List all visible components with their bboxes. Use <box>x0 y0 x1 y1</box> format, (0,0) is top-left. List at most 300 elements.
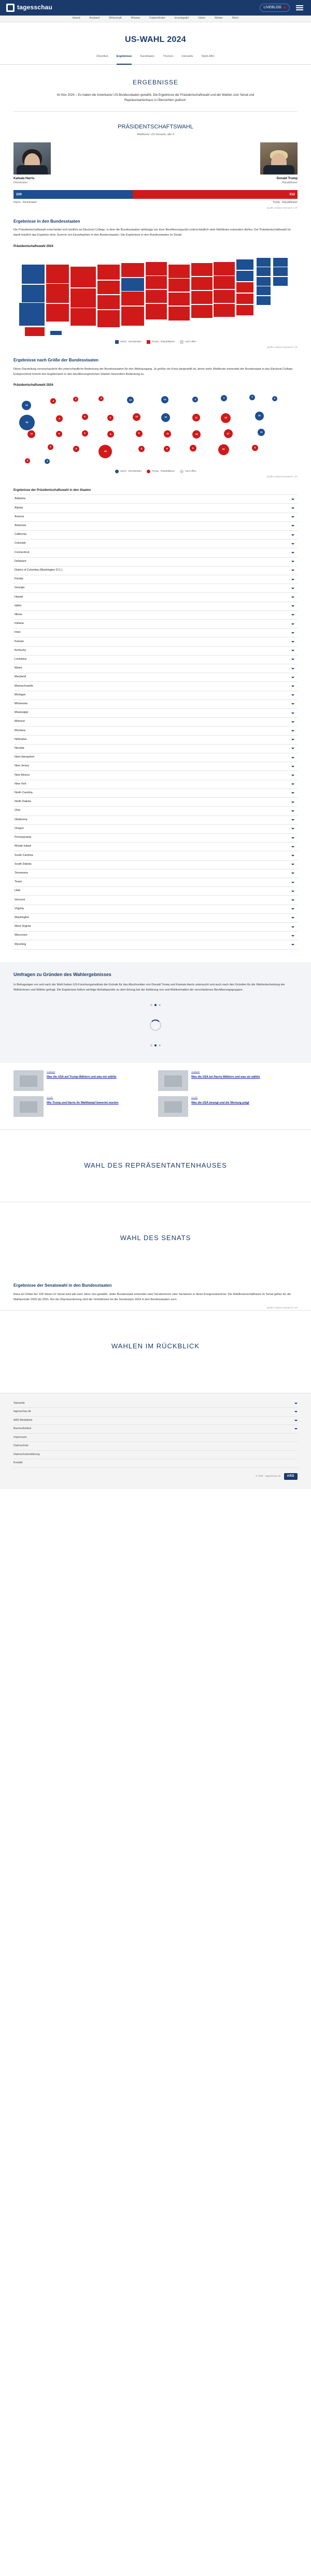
chevron-down-icon <box>291 775 294 776</box>
footer-link-label-3: Barrierefreiheit <box>13 1427 32 1431</box>
state-name: Vermont <box>15 898 25 901</box>
chevron-down-icon <box>291 730 294 732</box>
chevron-down-icon <box>294 1420 298 1421</box>
state-row[interactable] <box>13 914 298 923</box>
carousel-dot-b3[interactable] <box>159 1044 161 1046</box>
chevron-down-icon <box>291 828 294 829</box>
subnav-item-6[interactable]: Video <box>198 17 206 20</box>
state-name: California <box>15 533 26 536</box>
chevron-down-icon <box>291 891 294 892</box>
chevron-down-icon <box>291 641 294 643</box>
footer-link-label-1: tagesschau.de <box>13 1410 31 1414</box>
footer-meta-label-2: Datenschutzerklärung <box>13 1452 40 1456</box>
sub-navigation <box>0 16 311 22</box>
state-name: Rhode Island <box>15 845 31 848</box>
footer-meta-label-1: Datenschutz <box>13 1444 29 1448</box>
state-name: New York <box>15 782 26 785</box>
brand-logo[interactable] <box>6 3 52 12</box>
state-row[interactable] <box>13 878 298 887</box>
carousel-dot-3[interactable] <box>159 1004 161 1006</box>
state-row[interactable] <box>13 726 298 735</box>
state-row[interactable] <box>13 736 298 745</box>
teaser-title-2 <box>47 1096 119 1117</box>
state-row[interactable] <box>13 798 298 807</box>
bubble-section-paragraph: Diese Darstellung veranschaulicht die unterschiedliche Bedeutung der Bundesstaaten für den Wahlausgang. Je größer ein Kreis dargestellt ist, desto mehr Wahlleute entsendet der Bundesstaat in das Electoral College. Entsprechend kommt den Ergebnissen in den bevölkerungsreichen Staaten besondere Bedeutung zu. <box>13 367 293 376</box>
candidate-trump <box>156 142 298 185</box>
state-name: Iowa <box>15 631 21 634</box>
state-name: Nebraska <box>15 737 27 741</box>
trump-name: Donald Trump <box>276 177 298 180</box>
state-name: Illinois <box>15 613 22 617</box>
teaser-kicker-1: Analyse <box>191 1070 200 1073</box>
chevron-down-icon <box>291 596 294 598</box>
map-title: Präsidentschaftswahl 2024 <box>13 244 53 248</box>
state-row[interactable] <box>13 789 298 798</box>
tab-ergebnisse[interactable]: Ergebnisse <box>117 55 132 61</box>
teaser-grid <box>0 1063 311 1129</box>
chevron-down-icon <box>291 534 294 536</box>
teaser-thumbnail <box>158 1096 188 1117</box>
trump-party: Republikaner <box>282 181 298 184</box>
legend-label-harris: Harris · Demokraten <box>120 340 142 343</box>
survey-paragraph: In Befragungen vor und nach der Wahl haben US-Forschungsinstitute die Gründe für das Abschneiden von Donald Trump und Kamala Harris untersucht und auch nach den Gründen für die Wahlentscheidung der Wählerinnen und Wähler gefragt. Die Ergebnisse liefern wichtige Anhaltspunkte zu dem Einzug bei der Erklärung von und Wahlverhalten der verschiedenen Bevölkerungsgruppen. <box>13 983 285 992</box>
state-name: Oregon <box>15 826 24 830</box>
harris-name: Kamala Harris <box>13 177 35 180</box>
legend-item-open <box>180 340 196 344</box>
subnav-sep: · <box>209 17 210 20</box>
state-name: Colorado <box>15 542 26 545</box>
state-row[interactable] <box>13 593 298 602</box>
divider <box>13 111 298 112</box>
teaser-title-0 <box>47 1070 117 1091</box>
tagesschau-logo-icon <box>6 4 15 12</box>
state-row[interactable] <box>13 682 298 691</box>
footer-link-0[interactable] <box>13 1400 298 1408</box>
page-title: US-WAHL 2024 <box>124 35 186 44</box>
state-name: South Carolina <box>15 853 33 857</box>
chevron-down-icon <box>291 802 294 803</box>
state-name: District of Columbia (Washington D.C.) <box>15 569 63 572</box>
teaser-card-3[interactable] <box>158 1096 298 1117</box>
trump-portrait-image <box>260 142 298 174</box>
state-row[interactable] <box>13 548 298 557</box>
chevron-down-icon <box>291 864 294 865</box>
chevron-down-icon <box>291 703 294 705</box>
chevron-down-icon <box>291 926 294 928</box>
bubble-map-legend <box>13 470 298 473</box>
state-row[interactable] <box>13 691 298 700</box>
subnav-sep: · <box>104 17 105 20</box>
state-map-section <box>0 219 311 349</box>
footer-meta-label-3: Kontakt <box>13 1461 23 1465</box>
state-name: Mississippi <box>15 711 29 715</box>
chevron-down-icon <box>291 846 294 848</box>
state-row[interactable] <box>13 753 298 762</box>
carousel-dot-b1[interactable] <box>150 1044 152 1046</box>
liveblog-badge[interactable] <box>260 4 290 12</box>
state-name: Idaho <box>15 604 22 607</box>
subnav-sep: · <box>193 17 194 20</box>
bubble-legend-trump <box>147 470 175 473</box>
subnav-item-0[interactable]: Inland <box>72 17 80 20</box>
state-name: Massachusetts <box>15 684 33 688</box>
state-row[interactable] <box>13 807 298 816</box>
senate-states-section <box>0 1283 311 1310</box>
state-row[interactable] <box>13 575 298 584</box>
footer-meta-3[interactable] <box>13 1459 298 1468</box>
hamburger-icon[interactable] <box>294 4 305 12</box>
state-row[interactable] <box>13 896 298 905</box>
house-banner: WAHL DES REPRÄSENTANTENHAUSES <box>0 1129 311 1202</box>
map-legend <box>13 340 298 344</box>
results-intro: Im Nov 2024 – Es haben die Amerikaner US-Bundesstaaten gewählt. Die Ergebnisse der Präsidentschaftswahl und der Wahlen zum Senat und Repräsentantenhaus in Übersichten grafisch. <box>56 93 255 102</box>
chevron-down-icon <box>291 543 294 545</box>
state-name: Tennessee <box>15 871 29 875</box>
footer-link-2[interactable] <box>13 1417 298 1425</box>
survey-section <box>0 962 311 1064</box>
ard-logo: ARD <box>284 1473 298 1480</box>
state-name: Maine <box>15 666 22 670</box>
chevron-down-icon <box>291 632 294 634</box>
chevron-down-icon <box>291 659 294 660</box>
state-row[interactable] <box>13 602 298 611</box>
chevron-down-icon <box>291 579 294 580</box>
teaser-thumbnail <box>13 1070 44 1091</box>
subnav-item-7[interactable]: Wetter <box>214 17 223 20</box>
teaser-card-2[interactable] <box>13 1096 153 1117</box>
chevron-down-icon <box>291 837 294 839</box>
bubble-legend-label-open: noch offen <box>185 470 196 473</box>
candidate-harris <box>13 142 156 185</box>
bubble-map-section <box>0 357 311 478</box>
states-list-title: Ergebnisse der Präsidentschaftswahl in den Staaten <box>13 488 91 492</box>
subnav-sep: · <box>84 17 86 20</box>
state-row[interactable] <box>13 923 298 932</box>
results-source: Quelle: Edison Research / AP <box>266 207 298 210</box>
state-row[interactable] <box>13 771 298 780</box>
state-name: Minnesota <box>15 702 27 706</box>
state-row[interactable] <box>13 495 298 504</box>
state-name: New Jersey <box>15 764 30 768</box>
state-row[interactable] <box>13 709 298 718</box>
us-bubble-map[interactable]: 12 4 3 3 10 10 4 4 3 3 54 6 5 6 10 15 11 19 15 11 6 6 8 8 11 16 17 11 4 6 40 8 6 9 30 6 3 4 <box>13 390 298 468</box>
state-row[interactable] <box>13 887 298 896</box>
copyright-text: © ARD · tagesschau.de <box>256 1474 281 1477</box>
state-row[interactable] <box>13 700 298 709</box>
chevron-down-icon <box>291 677 294 678</box>
chevron-down-icon <box>291 944 294 945</box>
us-choropleth-map[interactable] <box>13 251 298 338</box>
liveblog-label: LIVEBLOG <box>263 5 281 9</box>
state-row[interactable] <box>13 540 298 548</box>
electoral-bar-wrapper <box>13 190 298 199</box>
legend-swatch-red <box>147 340 150 344</box>
chevron-down-icon <box>291 783 294 785</box>
carousel-dots-bottom[interactable] <box>13 1044 298 1046</box>
chevron-down-icon <box>291 668 294 670</box>
state-name: New Mexico <box>15 773 30 777</box>
tab-ueberblick[interactable]: Überblick <box>96 55 108 59</box>
president-subheading: Wahlkreis: US-Gesamt, alle 0 <box>137 133 174 136</box>
state-name: Ohio <box>15 809 21 812</box>
chevron-down-icon <box>291 757 294 759</box>
brand-label: tagesschau <box>17 4 53 11</box>
subnav-item-2[interactable]: Wirtschaft <box>109 17 122 20</box>
state-name: Arkansas <box>15 523 26 527</box>
subnav-sep: · <box>227 17 228 20</box>
legend-item-trump <box>147 340 175 344</box>
bubble-legend-open <box>180 470 196 473</box>
carousel-dots[interactable] <box>13 1004 298 1006</box>
state-row[interactable] <box>13 762 298 771</box>
survey-heading: Umfragen zu Gründen des Wahlergebnisses <box>13 971 111 977</box>
teaser-text-0: Was die USA auf Trump-Wählern und was mir wählte <box>47 1075 117 1079</box>
legend-swatch-blue <box>115 470 119 473</box>
state-name: Kentucky <box>15 648 26 652</box>
senate-states-heading: Ergebnisse der Senatswahl in den Bundesstaaten <box>13 1283 112 1288</box>
tab-interaktiv[interactable]: Interaktiv <box>181 55 193 59</box>
top-header-bar <box>0 0 311 16</box>
state-name: Oklahoma <box>15 818 27 821</box>
chevron-down-icon <box>291 561 294 562</box>
state-row[interactable] <box>13 611 298 620</box>
bubble-map-title: Präsidentschaftswahl 2024 <box>13 384 53 387</box>
footer-meta-label-0: Impressum <box>13 1435 27 1439</box>
teaser-text-1: Was die USA bei Harris-Wählern und was sie wählte <box>191 1075 260 1079</box>
state-name: Utah <box>15 889 21 893</box>
state-name: North Carolina <box>15 791 33 795</box>
retrospect-banner: WAHLEN IM RÜCKBLICK <box>0 1310 311 1382</box>
footer-link-label-0: Startseite <box>13 1401 25 1405</box>
legend-right: Trump · Republikaner <box>272 200 298 204</box>
state-row[interactable] <box>13 629 298 637</box>
chevron-down-icon <box>291 721 294 723</box>
chevron-down-icon <box>291 623 294 625</box>
state-row[interactable] <box>13 513 298 522</box>
state-name: Nevada <box>15 747 24 750</box>
footer-link-label-2: ARD-Mediathek <box>13 1418 33 1422</box>
state-name: North Dakota <box>15 800 31 804</box>
chevron-down-icon <box>294 1403 298 1404</box>
state-name: Wyoming <box>15 942 26 946</box>
footer-link-1[interactable] <box>13 1408 298 1417</box>
bubble-legend-label-trump: Trump · Republikaner <box>151 470 175 473</box>
tab-themen[interactable]: Themen <box>163 55 174 59</box>
legend-label-open: noch offen <box>185 340 196 343</box>
subnav-item-3[interactable]: Wissen <box>131 17 140 20</box>
chevron-down-icon <box>291 819 294 821</box>
state-name: Louisiana <box>15 658 27 661</box>
chevron-down-icon <box>291 855 294 856</box>
state-row[interactable] <box>13 637 298 646</box>
chevron-down-icon <box>291 917 294 919</box>
electoral-vote-bar <box>13 190 298 199</box>
state-row[interactable] <box>13 718 298 726</box>
subnav-sep: · <box>125 17 127 20</box>
carousel-dot-1[interactable] <box>150 1004 152 1006</box>
president-heading: PRÄSIDENTSCHAFTSWAHL <box>118 123 193 130</box>
electoral-bar-legend <box>13 201 298 205</box>
footer-link-3[interactable] <box>13 1425 298 1434</box>
teaser-card-1[interactable] <box>158 1070 298 1091</box>
chevron-down-icon <box>291 935 294 937</box>
state-row[interactable] <box>13 531 298 540</box>
state-name: Arizona <box>15 515 24 518</box>
chevron-down-icon <box>294 1411 298 1413</box>
state-row[interactable] <box>13 566 298 575</box>
state-name: Pennsylvania <box>15 836 32 839</box>
legend-swatch-grey <box>180 340 183 344</box>
chevron-down-icon <box>291 507 294 509</box>
state-row[interactable] <box>13 780 298 789</box>
state-row[interactable] <box>13 842 298 851</box>
results-heading: ERGEBNISSE <box>132 79 179 86</box>
teaser-title-1 <box>191 1070 260 1091</box>
chevron-down-icon <box>291 792 294 794</box>
legend-swatch-red <box>147 470 150 473</box>
header-right-group <box>260 4 305 12</box>
chevron-down-icon <box>291 686 294 687</box>
legend-item-harris <box>115 340 142 344</box>
page-footer <box>0 1393 311 1489</box>
state-row[interactable] <box>13 861 298 869</box>
chevron-down-icon <box>291 516 294 518</box>
bubble-section-heading: Ergebnisse nach Größe der Bundesstaaten <box>13 358 99 363</box>
subnav-item-5[interactable]: Investigativ <box>174 17 189 20</box>
state-name: Connecticut <box>15 550 30 554</box>
teaser-text-3: Was die USA bewegt und die Wertung prägt <box>191 1101 249 1105</box>
state-name: Georgia <box>15 586 25 590</box>
chevron-down-icon <box>291 908 294 910</box>
electoral-bar-democrat: 226 <box>13 190 133 199</box>
chevron-down-icon <box>291 899 294 901</box>
carousel-dot-2[interactable] <box>154 1004 157 1006</box>
state-name: Wisconsin <box>15 934 27 937</box>
map-source: Quelle: Edison Research / AP <box>266 345 298 348</box>
teaser-thumbnail <box>158 1070 188 1091</box>
chevron-down-icon <box>294 1428 298 1430</box>
senate-source: Quelle: Edison Research / AP <box>266 1306 298 1309</box>
state-row[interactable] <box>13 932 298 940</box>
state-row[interactable] <box>13 834 298 842</box>
teaser-thumbnail <box>13 1096 44 1117</box>
subnav-sep: · <box>169 17 171 20</box>
state-name: Texas <box>15 880 22 884</box>
teaser-text-2: Wie Trump und Harris ihr Wahlkampf bewertet wurden <box>47 1101 119 1105</box>
chevron-down-icon <box>291 882 294 883</box>
chevron-down-icon <box>291 552 294 554</box>
chevron-down-icon <box>291 766 294 767</box>
state-row[interactable] <box>13 558 298 566</box>
subnav-item-8[interactable]: Mehr <box>232 17 239 20</box>
map-section-paragraph: Die Präsidentschaftswahl entscheidet sich letztlich an Electoral College, in dem die Bundesstaaten abhängig von ihrer Bevölkerungszahl unterschiedlich viele Wahlleute entsenden dürfen. Der Präsidentschaftswahl ist damit letztlich das Ergebnis einer Summe von Einzelwahlen in den Bundesstaaten. Die Ergebnisse in den Bundesstaaten im Detail: <box>13 228 291 237</box>
footer-bottom <box>13 1468 298 1480</box>
chevron-down-icon <box>291 694 294 696</box>
state-row[interactable] <box>13 940 298 949</box>
state-row[interactable] <box>13 656 298 664</box>
states-accordion <box>13 494 298 949</box>
teaser-kicker-2: Grafik <box>47 1096 53 1099</box>
state-row[interactable] <box>13 664 298 673</box>
states-results-section <box>0 488 311 950</box>
bubble-legend-label-harris: Harris · Demokraten <box>120 470 142 473</box>
state-row[interactable] <box>13 584 298 593</box>
chevron-down-icon <box>291 872 294 874</box>
harris-party: Demokraten <box>13 181 28 184</box>
state-name: Washington <box>15 915 30 919</box>
state-row[interactable] <box>13 745 298 753</box>
subnav-item-4[interactable]: Faktenfinder <box>149 17 165 20</box>
legend-swatch-blue <box>115 340 119 344</box>
state-name: Virginia <box>15 907 24 910</box>
teaser-kicker-3: Grafik <box>191 1096 198 1099</box>
state-row[interactable] <box>13 647 298 656</box>
state-row[interactable] <box>13 620 298 629</box>
bubble-legend-harris <box>115 470 142 473</box>
senate-states-paragraph: Etwa ein Drittel der 100 Sitzen im Senat wird alle zwei Jahre neu gewählt. Jeder Bundesstaat entsendet zwei Senatorinnen oder Senatoren in diese Kongresskammer. Die Wahlkreisverhältnisse im Senat gelten für die Wahlperiode 2025 bis 2031. Bei der Repräsentierung sind die Verhältnisse für die Senatssitze 2024 in den Bundesstaaten zum: <box>13 1292 291 1301</box>
state-row[interactable] <box>13 816 298 825</box>
live-dot-icon <box>284 6 286 9</box>
state-row[interactable] <box>13 673 298 682</box>
state-row[interactable] <box>13 869 298 878</box>
legend-left: Harris · Demokraten <box>13 200 37 204</box>
chevron-down-icon <box>291 499 294 500</box>
carousel-dot-b2[interactable] <box>154 1044 157 1046</box>
section-tabs <box>0 55 311 65</box>
chevron-down-icon <box>291 748 294 749</box>
state-name: Hawaii <box>15 595 23 599</box>
subnav-item-1[interactable]: Ausland <box>89 17 100 20</box>
chevron-down-icon <box>291 739 294 740</box>
legend-label-trump: Trump · Republikaner <box>151 340 175 343</box>
senate-banner: WAHL DES SENATS <box>0 1202 311 1274</box>
subnav-sep: · <box>144 17 146 20</box>
chevron-down-icon <box>291 588 294 589</box>
state-name: Montana <box>15 729 25 732</box>
state-name: Kansas <box>15 639 24 643</box>
state-row[interactable] <box>13 905 298 914</box>
map-section-heading: Ergebnisse in den Bundesstaaten <box>13 219 80 224</box>
legend-swatch-grey <box>180 470 183 473</box>
tab-wahl-abc[interactable]: Wahl-ABC <box>201 55 215 59</box>
state-row[interactable] <box>13 504 298 513</box>
state-name: Maryland <box>15 675 26 679</box>
candidate-row <box>0 142 311 185</box>
teaser-title-3 <box>191 1096 249 1117</box>
state-name: New Hampshire <box>15 755 35 759</box>
tab-kandidaten[interactable]: Kandidaten <box>140 55 155 59</box>
state-name: Alabama <box>15 497 26 501</box>
state-row[interactable] <box>13 825 298 834</box>
state-name: Michigan <box>15 693 26 696</box>
state-name: Alaska <box>15 506 23 510</box>
footer-meta-1[interactable] <box>13 1442 298 1451</box>
chevron-down-icon <box>291 810 294 812</box>
chevron-down-icon <box>291 614 294 616</box>
state-name: South Dakota <box>15 862 32 866</box>
bubble-map-source: Quelle: Edison Research / AP <box>266 475 298 478</box>
state-row[interactable] <box>13 522 298 531</box>
state-name: Delaware <box>15 559 26 563</box>
teaser-card-0[interactable] <box>13 1070 153 1091</box>
electoral-bar-republican: 312 <box>133 190 298 199</box>
harris-portrait-image <box>13 142 51 174</box>
footer-meta-2[interactable] <box>13 1451 298 1460</box>
footer-meta-0[interactable] <box>13 1434 298 1443</box>
spinner-icon <box>150 1020 161 1031</box>
state-row[interactable] <box>13 851 298 860</box>
chevron-down-icon <box>291 525 294 527</box>
